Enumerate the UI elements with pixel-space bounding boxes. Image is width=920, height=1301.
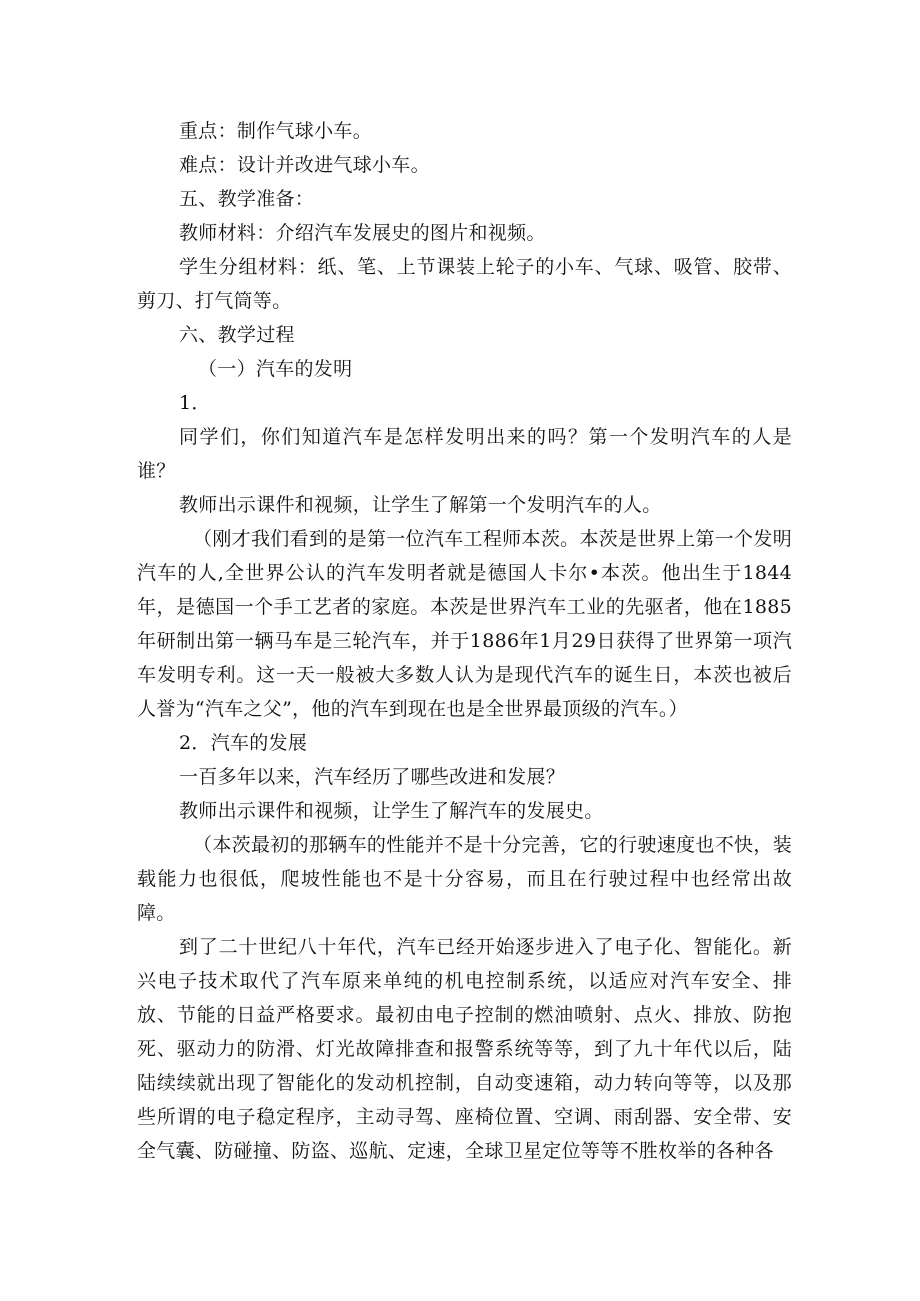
- student-materials: 学生分组材料：纸、笔、上节课装上轮子的小车、气球、吸管、胶带、剪刀、打气筒等。: [137, 256, 792, 312]
- item2-question: 一百多年以来，汽车经历了哪些改进和发展？: [179, 766, 566, 788]
- item2-paragraph: 到了二十世纪八十年代，汽车已经开始逐步进入了电子化、智能化。新兴电子技术取代了汽车原来单纯的机电控制系统，以适应对汽车安全、排放、节能的日益严格要求。最初由电子控制的燃油喷射、点火、排放、防抱死、驱动力的防滑、灯光故障排查和报警系统等等，到了九十年代以后，陆陆续续就出现了智能化的发动机控制，自动变速箱，动力转向等等，以及那些所谓的电子稳定程序，主动寻驾、座椅位置、空调、雨刮器、安全带、安全气囊、防碰撞、防盗、巡航、定速，全球卫星定位等等不胜枚举的各种各: [137, 936, 792, 1162]
- item1-teacher: 教师出示课件和视频，让学生了解第一个发明汽车的人。: [179, 494, 662, 516]
- section5-heading: 五、教学准备：: [179, 188, 315, 210]
- item1-note: （刚才我们看到的是第一位汽车工程师本茨。本茨是世界上第一个发明汽车的人,全世界公认的汽车发明者就是德国人卡尔•本茨。他出生于1844年，是德国一个手工艺者的家庭。本茨是世界汽车工业的先驱者，他在1885年研制出第一辆马车是三轮汽车，并于1886年1月29日获得了世界第一项汽车发明专利。这一天一般被大多数人认为是现代汽车的诞生日，本茨也被后人誉为“汽车之父”，他的汽车到现在也是全世界最顶级的汽车。）: [137, 528, 792, 720]
- item2-note: （本茨最初的那辆车的性能并不是十分完善，它的行驶速度也不快，装载能力也很低，爬坡性能也不是十分容易，而且在行驶过程中也经常出故障。: [137, 834, 792, 924]
- difficulty: 难点：设计并改进气球小车。: [179, 154, 430, 176]
- subsection1-heading: （一）汽车的发明: [198, 358, 353, 380]
- teacher-materials: 教师材料：介绍汽车发展史的图片和视频。: [179, 222, 546, 244]
- key-point: 重点：制作气球小车。: [179, 120, 373, 142]
- item2-heading: 2．汽车的发展: [179, 732, 308, 754]
- section6-heading: 六、教学过程: [179, 324, 295, 346]
- item1-label: 1．: [179, 392, 211, 414]
- item1-question: 同学们，你们知道汽车是怎样发明出来的吗？第一个发明汽车的人是谁？: [137, 426, 792, 482]
- item2-teacher: 教师出示课件和视频，让学生了解汽车的发展史。: [179, 800, 604, 822]
